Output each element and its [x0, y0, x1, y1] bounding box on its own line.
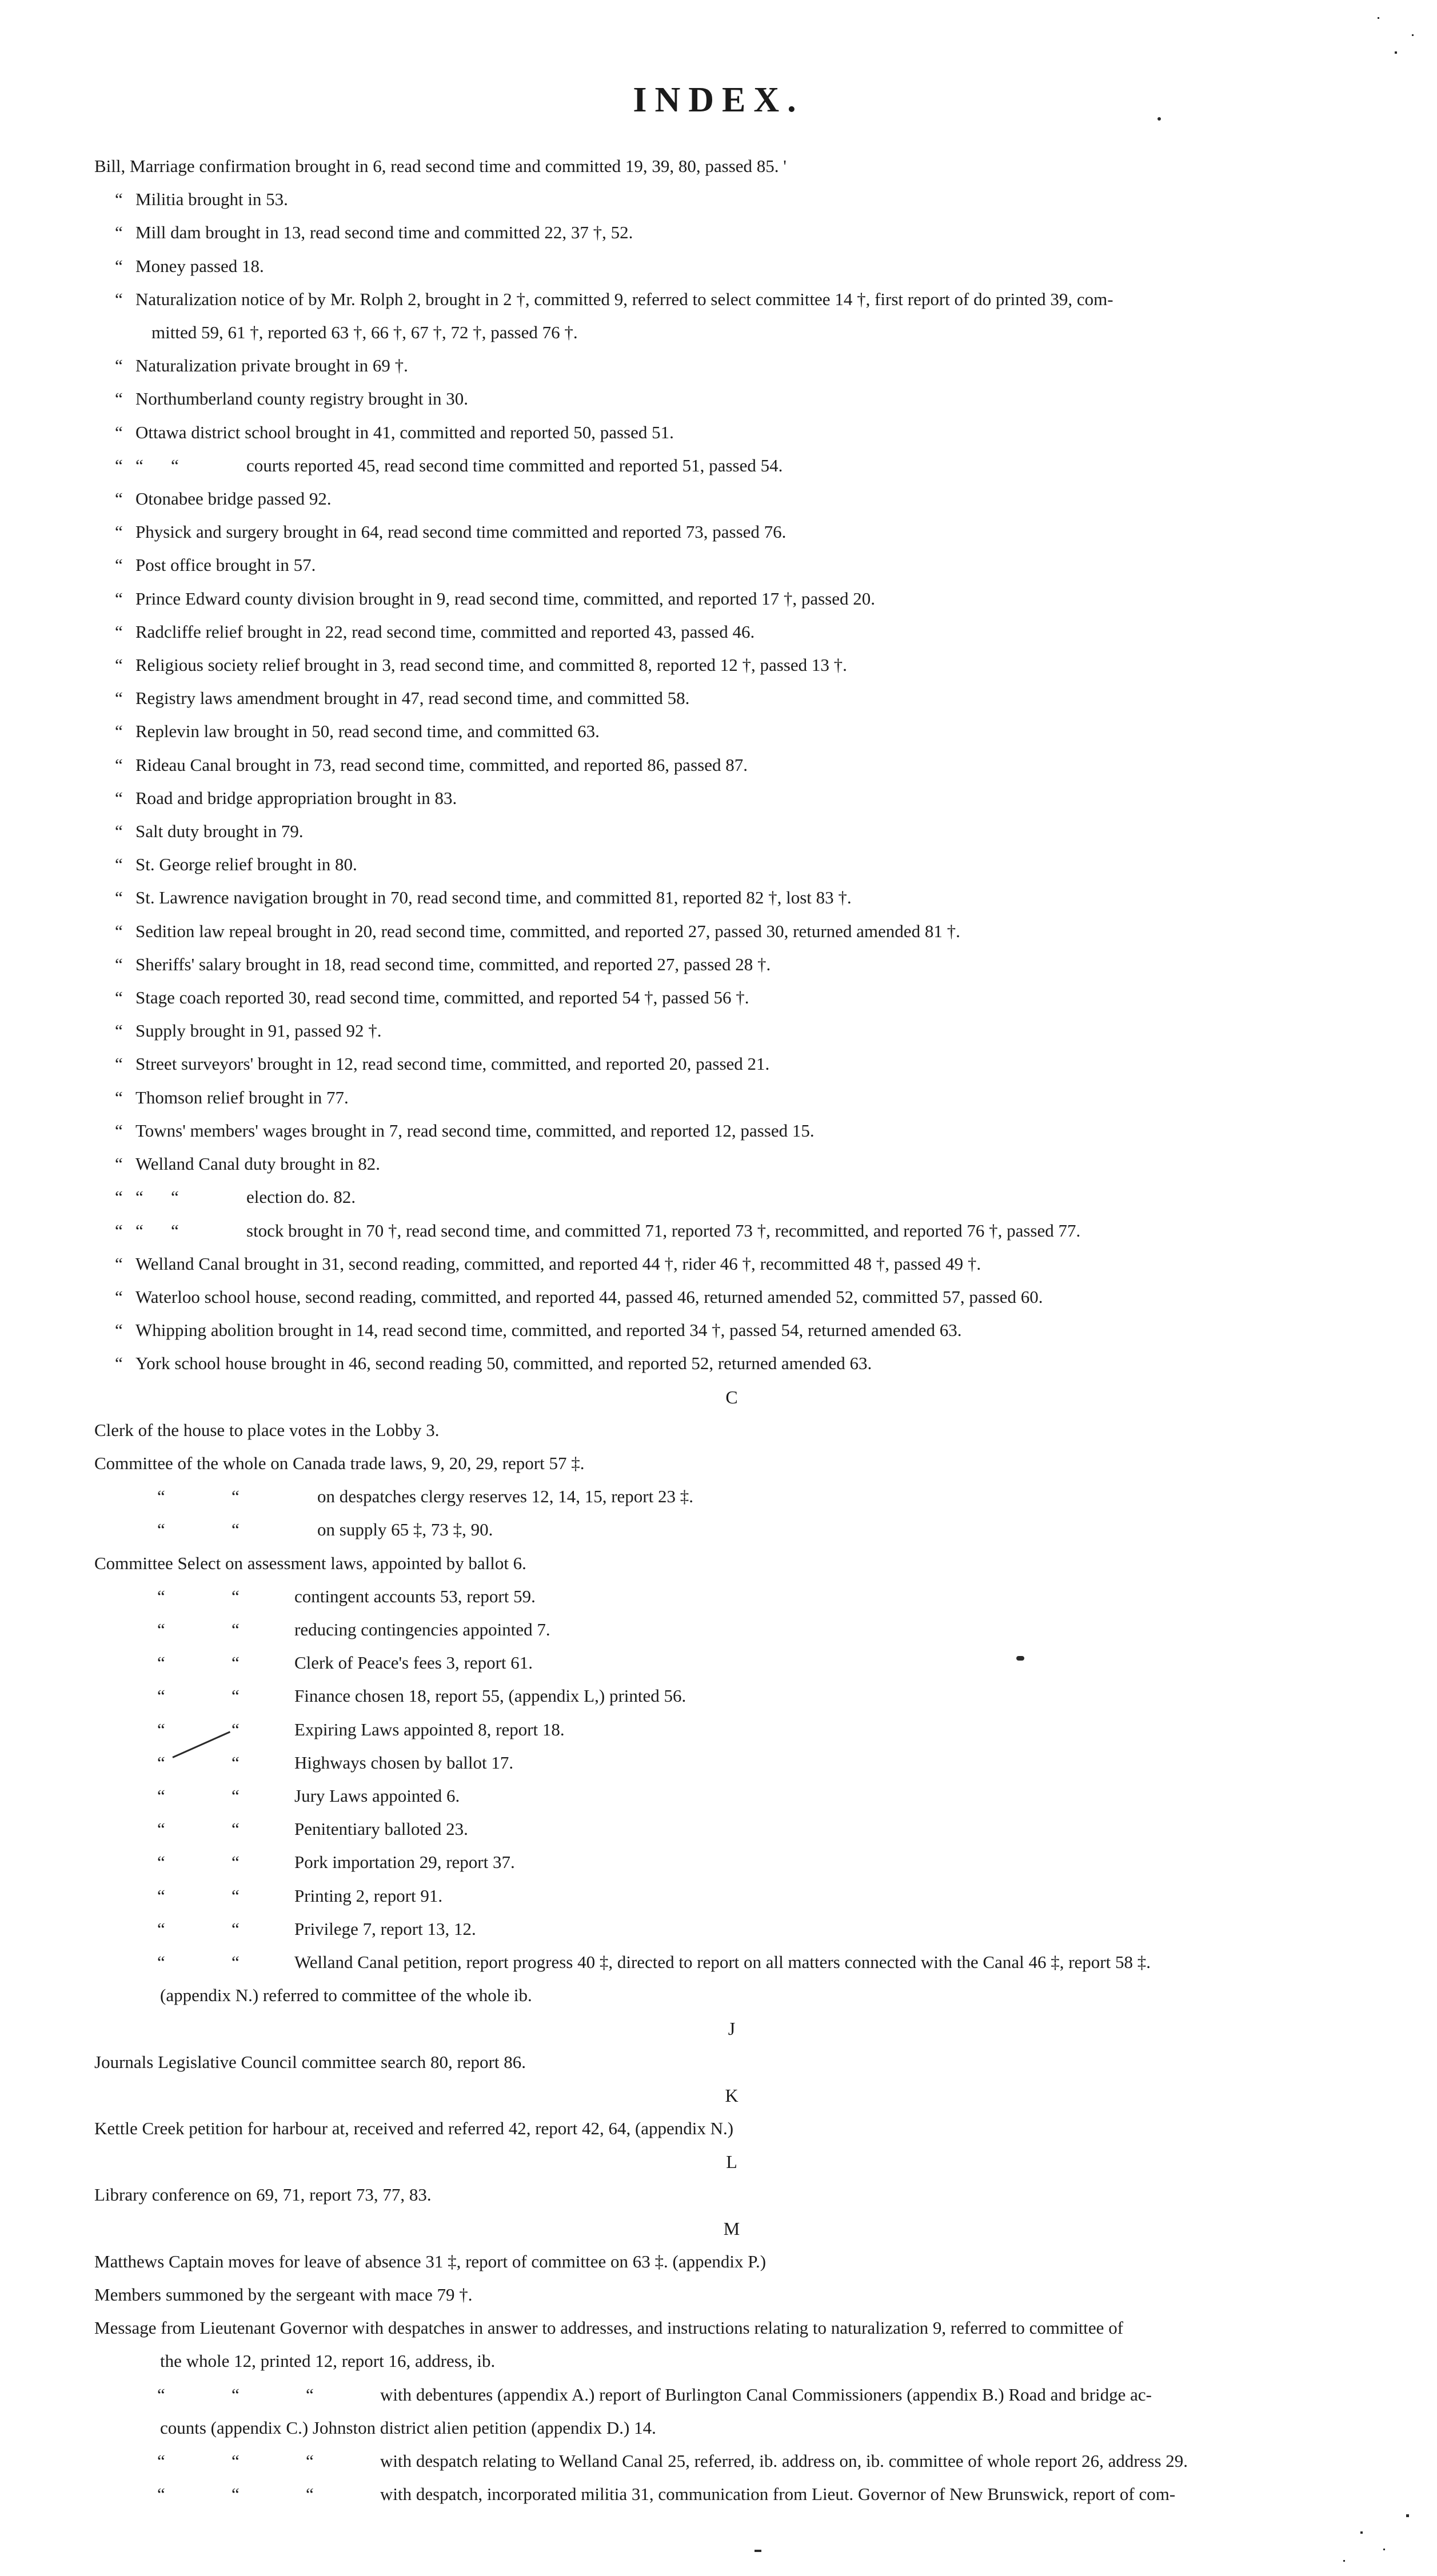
- ditto-mark: “: [115, 1054, 123, 1074]
- index-entry-continuation: counts (appendix C.) Johnston district alien petition (appendix D.) 14.: [160, 2417, 656, 2438]
- index-subentry: “ “ Privilege 7, report 13, 12.: [94, 1913, 1392, 1946]
- index-subentry: “ “ Finance chosen 18, report 55, (appendix L,) printed 56.: [94, 1679, 1392, 1713]
- ditto-mark: “: [171, 1187, 179, 1207]
- ditto-mark: “: [157, 1719, 165, 1739]
- section-letter-m: M: [723, 2218, 740, 2239]
- ditto-mark: “: [115, 1353, 123, 1374]
- ditto-mark: “: [115, 954, 123, 974]
- ditto-mark: “: [115, 489, 123, 509]
- ditto-mark: “: [115, 887, 123, 908]
- ditto-mark: “: [115, 289, 123, 309]
- bill-entry: “ Whipping abolition brought in 14, read second time, committed, and reported 34 †, passed 54, returned amended 63.: [94, 1314, 1392, 1347]
- ditto-mark: “: [115, 1320, 123, 1341]
- index-entry: Library conference on 69, 71, report 73, 77, 83.: [94, 2185, 432, 2205]
- index-subentry: “ “ reducing contingencies appointed 7.: [94, 1613, 1392, 1646]
- index-entry: Matthews Captain moves for leave of absence 31 ‡, report of committee on 63 ‡. (appendix P.): [94, 2251, 767, 2271]
- index-subentry: “ “ on supply 65 ‡, 73 ‡, 90.: [94, 1513, 1392, 1546]
- ditto-mark: “: [231, 1719, 240, 1739]
- print-speck: [1412, 34, 1414, 36]
- bill-entry: “ Mill dam brought in 13, read second time and committed 22, 37 †, 52.: [94, 216, 1392, 249]
- index-entry: Members summoned by the sergeant with mace 79 †.: [94, 2285, 473, 2305]
- print-speck: [1157, 117, 1161, 121]
- bill-entry: “ Prince Edward county division brought in 9, read second time, committed, and reported 17 †, passed 20.: [94, 582, 1392, 615]
- print-speck: [1383, 2549, 1385, 2550]
- bill-entry: “ Sheriffs' salary brought in 18, read second time, committed, and reported 27, passed 28 †.: [94, 948, 1392, 981]
- index-entry: Clerk of the house to place votes in the Lobby 3.: [94, 1419, 440, 1440]
- ditto-mark: “: [157, 1819, 165, 1839]
- index-entry: Committee Select on assessment laws, appointed by ballot 6.: [94, 1553, 526, 1573]
- index-subentry: “ “ Penitentiary balloted 23.: [94, 1813, 1392, 1846]
- ditto-mark: “: [157, 1885, 165, 1906]
- page-title: INDEX.: [633, 81, 804, 119]
- ditto-mark: “: [157, 1653, 165, 1673]
- ditto-mark: “: [231, 1752, 240, 1773]
- bill-entry: “ Naturalization private brought in 69 †.: [94, 349, 1392, 382]
- ditto-mark: “: [115, 921, 123, 941]
- bill-entry: “ Thomson relief brought in 77.: [94, 1081, 1392, 1114]
- bill-entry: “ St. Lawrence navigation brought in 70, read second time, and committed 81, reported 82 †, lost 83 †.: [94, 881, 1392, 914]
- ditto-mark: “: [306, 2451, 314, 2471]
- index-subentry: “ “ on despatches clergy reserves 12, 14, 15, report 23 ‡.: [94, 1480, 1392, 1513]
- ditto-mark: “: [306, 2384, 314, 2405]
- ditto-mark: “: [157, 2451, 165, 2471]
- ditto-mark: “: [157, 1486, 165, 1507]
- index-entry: Committee of the whole on Canada trade laws, 9, 20, 29, report 57 ‡.: [94, 1453, 585, 1473]
- ditto-mark: “: [115, 1253, 123, 1274]
- ditto-mark: “: [171, 1220, 179, 1241]
- bill-entry-continuation: mitted 59, 61 †, reported 63 †, 66 †, 67 †, 72 †, passed 76 †.: [151, 322, 578, 343]
- bill-entry: “ Naturalization notice of by Mr. Rolph 2, brought in 2 †, committed 9, referred to select committee 14 †, first report of do printed 39, com-: [94, 283, 1392, 316]
- ditto-mark: “: [231, 2384, 240, 2405]
- print-speck: [755, 2550, 761, 2552]
- ditto-mark: “: [115, 854, 123, 875]
- bill-heading-entry: Bill, Marriage confirmation brought in 6, read second time and committed 19, 39, 80, passed 85. ': [94, 156, 787, 176]
- ditto-mark: “: [231, 1918, 240, 1939]
- ditto-mark: “: [115, 1120, 123, 1141]
- ditto-mark: “: [157, 1785, 165, 1806]
- ditto-mark: “: [171, 455, 179, 475]
- ditto-mark: “: [157, 2484, 165, 2505]
- ditto-mark: “: [115, 821, 123, 842]
- ditto-mark: “: [231, 1619, 240, 1639]
- bill-entry: “ Militia brought in 53.: [94, 183, 1392, 216]
- index-subentry: “ “ Clerk of Peace's fees 3, report 61.: [94, 1646, 1392, 1679]
- section-letter-l: L: [726, 2151, 737, 2173]
- bill-entry: “ “ “ courts reported 45, read second time committed and reported 51, passed 54.: [94, 449, 1392, 482]
- ditto-mark: “: [115, 355, 123, 376]
- bill-entry: “ “ “ election do. 82.: [94, 1181, 1392, 1214]
- ditto-mark: “: [115, 655, 123, 675]
- index-entry: Journals Legislative Council committee search 80, report 86.: [94, 2051, 526, 2072]
- bill-entry: “ Post office brought in 57.: [94, 549, 1392, 582]
- ditto-mark: “: [231, 1785, 240, 1806]
- ditto-mark: “: [157, 1918, 165, 1939]
- bill-entry: “ Waterloo school house, second reading, committed, and reported 44, passed 46, returned amended 52, committed 57, passed 60.: [94, 1281, 1392, 1314]
- ditto-mark: “: [115, 222, 123, 243]
- bill-entry: “ Rideau Canal brought in 73, read second time, committed, and reported 86, passed 87.: [94, 749, 1392, 782]
- ditto-mark: “: [157, 1752, 165, 1773]
- index-subentry: “ “ Highways chosen by ballot 17.: [94, 1746, 1392, 1779]
- bill-entry: “ Sedition law repeal brought in 20, read second time, committed, and reported 27, passed 30, returned amended 81 †.: [94, 915, 1392, 948]
- ditto-mark: “: [115, 754, 123, 775]
- bill-entry: “ Money passed 18.: [94, 250, 1392, 283]
- index-entry-continuation: (appendix N.) referred to committee of the whole ib.: [160, 1985, 532, 2006]
- section-letter-k: K: [725, 2085, 739, 2106]
- ditto-mark: “: [231, 1951, 240, 1972]
- ditto-mark: “: [115, 787, 123, 808]
- ditto-mark: “: [231, 1819, 240, 1839]
- bill-entry: “ St. George relief brought in 80.: [94, 848, 1392, 881]
- print-speck: [1378, 17, 1379, 19]
- index-body: [94, 150, 1392, 2511]
- ditto-mark: “: [115, 987, 123, 1008]
- ditto-mark: “: [135, 1187, 143, 1207]
- ditto-mark: “: [115, 721, 123, 742]
- index-entry-continuation: the whole 12, printed 12, report 16, address, ib.: [160, 2351, 496, 2371]
- ditto-mark: “: [157, 1519, 165, 1540]
- ditto-mark: “: [115, 1220, 123, 1241]
- ditto-mark: “: [157, 2384, 165, 2405]
- bill-entry: “ Northumberland county registry brought in 30.: [94, 382, 1392, 415]
- bill-entry: “ Replevin law brought in 50, read second time, and committed 63.: [94, 715, 1392, 748]
- ditto-mark: “: [231, 1885, 240, 1906]
- bill-entry: “ Welland Canal brought in 31, second reading, committed, and reported 44 †, rider 46 †, recommitted 48 †, passed 49 †.: [94, 1247, 1392, 1281]
- ditto-mark: “: [157, 1619, 165, 1639]
- bill-entry: “ Salt duty brought in 79.: [94, 815, 1392, 848]
- print-speck: [1360, 2531, 1363, 2534]
- index-subentry: “ “ Jury Laws appointed 6.: [94, 1779, 1392, 1813]
- bill-entry: “ Ottawa district school brought in 41, committed and reported 50, passed 51.: [94, 416, 1392, 449]
- bill-entry: “ Registry laws amendment brought in 47, read second time, and committed 58.: [94, 682, 1392, 715]
- bill-entry: “ Stage coach reported 30, read second time, committed, and reported 54 †, passed 56 †.: [94, 981, 1392, 1014]
- ditto-mark: “: [115, 688, 123, 709]
- ditto-mark: “: [135, 1220, 143, 1241]
- bill-entry: “ Road and bridge appropriation brought in 83.: [94, 782, 1392, 815]
- ditto-mark: “: [231, 1686, 240, 1706]
- bill-entry: “ Welland Canal duty brought in 82.: [94, 1147, 1392, 1181]
- print-speck: [1406, 2514, 1409, 2517]
- index-subentry: “ “ contingent accounts 53, report 59.: [94, 1580, 1392, 1613]
- ditto-mark: “: [115, 588, 123, 609]
- section-letter-c: C: [725, 1386, 738, 1407]
- bill-entry: “ Religious society relief brought in 3, read second time, and committed 8, reported 12 †, passed 13 †.: [94, 649, 1392, 682]
- ditto-mark: “: [135, 455, 143, 475]
- ditto-mark: “: [115, 1187, 123, 1207]
- ditto-mark: “: [231, 1486, 240, 1507]
- ditto-mark: “: [231, 1519, 240, 1540]
- ditto-mark: “: [231, 2451, 240, 2471]
- ditto-mark: “: [157, 1686, 165, 1706]
- index-subentry: “ “ “ with debentures (appendix A.) report of Burlington Canal Commissioners (appendix B.) Road and bridge ac-: [94, 2378, 1392, 2411]
- ditto-mark: “: [115, 1286, 123, 1307]
- ditto-mark: “: [115, 422, 123, 442]
- bill-entry: “ Radcliffe relief brought in 22, read second time, committed and reported 43, passed 46.: [94, 615, 1392, 649]
- ditto-mark: “: [231, 1586, 240, 1606]
- ditto-mark: “: [115, 522, 123, 542]
- index-subentry: “ “ Expiring Laws appointed 8, report 18.: [94, 1713, 1392, 1746]
- print-speck: [1016, 1656, 1024, 1661]
- index-subentry: “ “ Pork importation 29, report 37.: [94, 1846, 1392, 1879]
- bill-entry: “ Street surveyors' brought in 12, read second time, committed, and reported 20, passed 21.: [94, 1047, 1392, 1081]
- ditto-mark: “: [231, 1852, 240, 1873]
- index-entry: Kettle Creek petition for harbour at, received and referred 42, report 42, 64, (appendix N.): [94, 2118, 734, 2138]
- ditto-mark: “: [231, 2484, 240, 2505]
- bill-entry: “ Physick and surgery brought in 64, read second time committed and reported 73, passed 76.: [94, 515, 1392, 549]
- print-speck: [1343, 2560, 1345, 2562]
- ditto-mark: “: [157, 1586, 165, 1606]
- ditto-mark: “: [157, 1852, 165, 1873]
- ditto-mark: “: [157, 1951, 165, 1972]
- print-speck: [1395, 51, 1397, 54]
- index-entry: Message from Lieutenant Governor with despatches in answer to addresses, and instructions relating to naturalization 9, referred to committee of: [94, 2318, 1124, 2338]
- ditto-mark: “: [115, 455, 123, 475]
- section-letter-j: J: [728, 2018, 736, 2039]
- ditto-mark: “: [115, 1021, 123, 1041]
- bill-entry: “ “ “ stock brought in 70 †, read second time, and committed 71, reported 73 †, recommitted, and reported 76 †, passed 77.: [94, 1214, 1392, 1247]
- index-subentry: “ “ Welland Canal petition, report progress 40 ‡, directed to report on all matters connected with the Canal 46 ‡, report 58 ‡.: [94, 1946, 1392, 1979]
- bill-entry: “ Otonabee bridge passed 92.: [94, 482, 1392, 515]
- bill-entry: “ York school house brought in 46, second reading 50, committed, and reported 52, returned amended 63.: [94, 1347, 1392, 1380]
- index-subentry: “ “ Printing 2, report 91.: [94, 1879, 1392, 1913]
- ditto-mark: “: [115, 189, 123, 210]
- index-subentry: “ “ “ with despatch, incorporated militia 31, communication from Lieut. Governor of New Brunswick, report of com-: [94, 2478, 1392, 2511]
- ditto-mark: “: [231, 1653, 240, 1673]
- ditto-mark: “: [306, 2484, 314, 2505]
- ditto-mark: “: [115, 621, 123, 642]
- ditto-mark: “: [115, 389, 123, 409]
- ditto-mark: “: [115, 555, 123, 575]
- ditto-mark: “: [115, 255, 123, 276]
- ditto-mark: “: [115, 1154, 123, 1174]
- index-subentry: “ “ “ with despatch relating to Welland Canal 25, referred, ib. address on, ib. committee of whole report 26, address 29.: [94, 2445, 1392, 2478]
- ditto-mark: “: [115, 1087, 123, 1107]
- bill-entry: “ Towns' members' wages brought in 7, read second time, committed, and reported 12, passed 15.: [94, 1114, 1392, 1147]
- bill-entry: “ Supply brought in 91, passed 92 †.: [94, 1014, 1392, 1047]
